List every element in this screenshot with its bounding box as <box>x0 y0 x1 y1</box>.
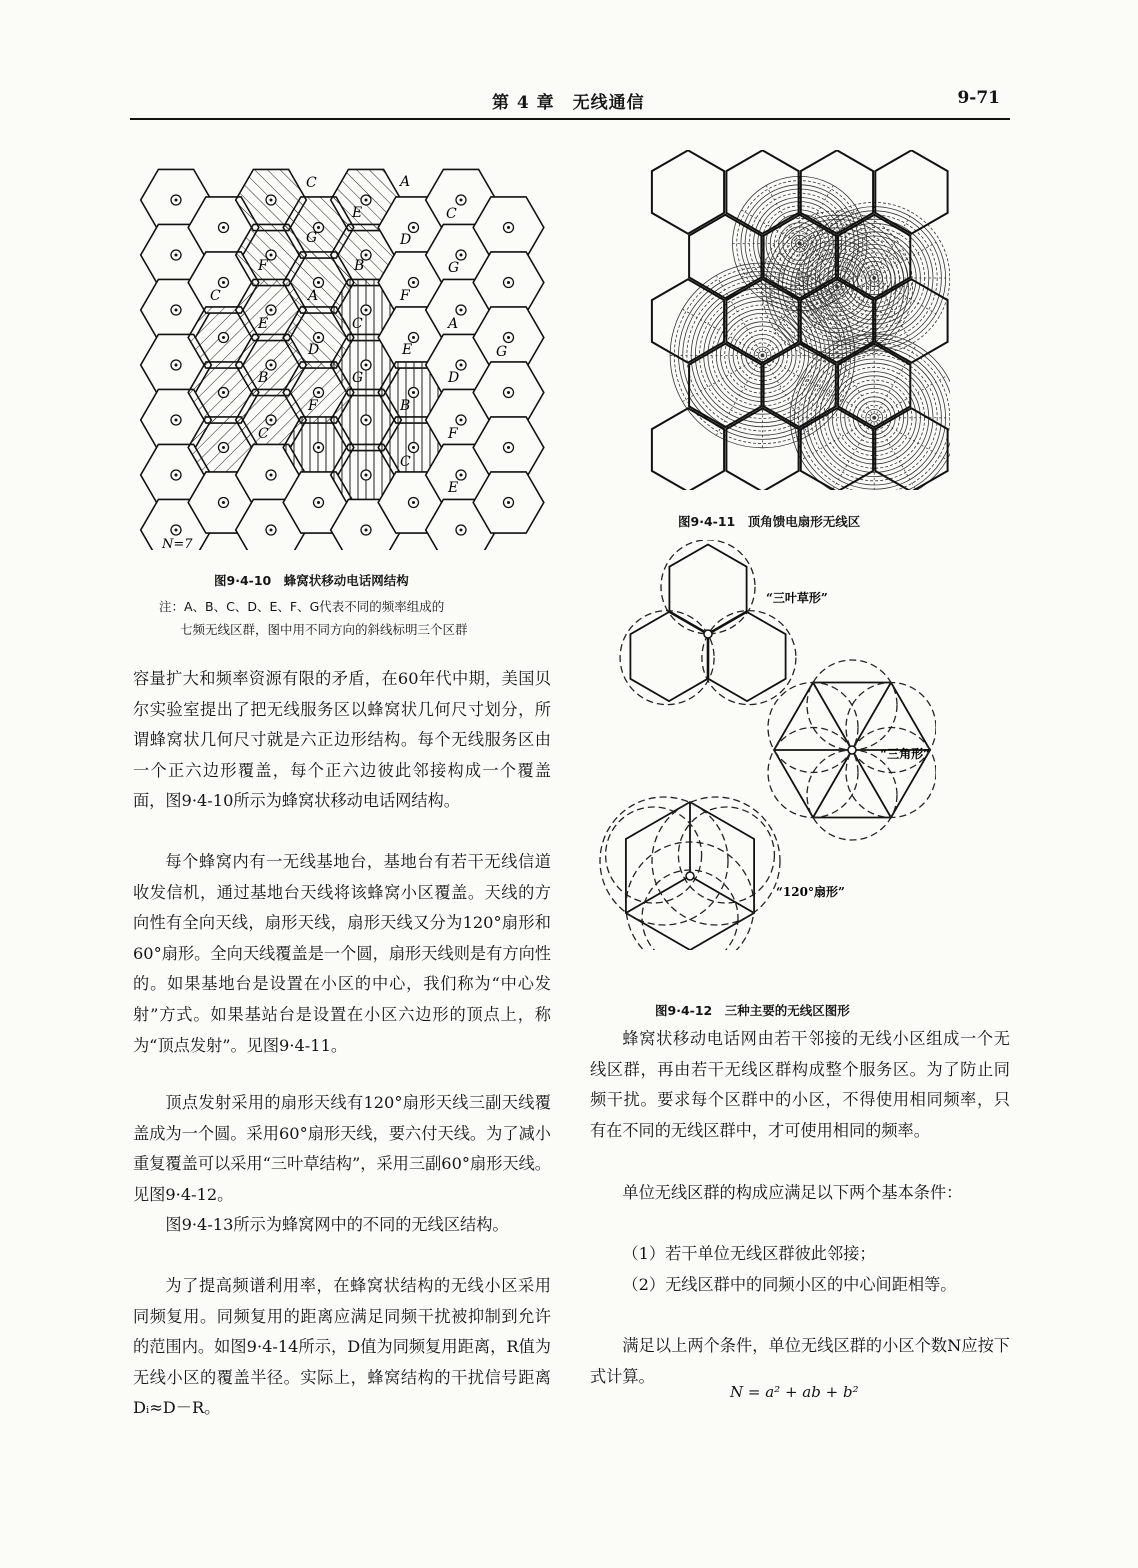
cell-label: G <box>306 230 318 246</box>
coverage-circle <box>661 540 755 634</box>
base-station-dot <box>222 336 225 339</box>
base-station-dot <box>412 281 415 284</box>
base-station-dot <box>317 501 320 504</box>
cell-label: F <box>448 426 458 442</box>
base-station-dot <box>507 391 510 394</box>
left-paragraph-5: 为了提高频谱利用率，在蜂窝状结构的无线小区采用同频复用。同频复用的距离应满足同频干扰被抑制到允许的范围内。如图9·4-14所示，D值为同频复用距离，R值为无线小区的覆盖半径。实际上，蜂窝结构的干扰信号距离Dᵢ≈D－R。 <box>133 1276 551 1418</box>
cell-label: D <box>448 370 460 386</box>
base-station-dot <box>175 529 178 532</box>
base-station-dot <box>460 419 463 422</box>
cell-label: C <box>258 426 269 442</box>
cell-label: E <box>402 342 413 358</box>
figure-9-4-11-caption: 图9·4-11 顶角馈电扇形无线区 <box>678 514 861 529</box>
base-station-dot <box>460 364 463 367</box>
cell-label: B <box>354 258 365 274</box>
base-station-dot <box>270 309 273 312</box>
base-station-dot <box>222 226 225 229</box>
cell-label: F <box>258 258 268 274</box>
base-station-dot <box>222 391 225 394</box>
cell-label: C <box>306 175 317 191</box>
left-paragraph-4: 图9·4-13所示为蜂窝网中的不同的无线区结构。 <box>165 1215 509 1234</box>
left-paragraph-1: 容量扩大和频率资源有限的矛盾，在60年代中期，美国贝尔实验室提出了把无线服务区以蜂窝状几何尺寸划分，所谓蜂窝状几何尺寸就是六正边形结构。每个无线服务区由一个正六边形覆盖，每个正六边彼此邻接构成一个覆盖面，图9·4-10所示为蜂窝状移动电话网结构。 <box>133 669 551 811</box>
cell-label: F <box>400 288 410 304</box>
figure-9-4-10-note-line-2: 七频无线区群，图中用不同方向的斜线标明三个区群 <box>180 622 468 637</box>
formula: N = a² + ab + b² <box>730 1383 859 1401</box>
coverage-circle <box>678 807 774 903</box>
base-station-dot <box>317 336 320 339</box>
sector-ray <box>683 309 763 355</box>
page-number: 9-71 <box>957 88 1000 108</box>
cell-label: D <box>400 232 412 248</box>
sector-120-label: “120°扇形” <box>776 885 845 899</box>
coverage-circle <box>702 611 796 705</box>
base-station-dot <box>365 199 368 202</box>
base-station-dot <box>270 419 273 422</box>
coverage-circle <box>606 807 702 903</box>
cell-label: D <box>308 342 320 358</box>
base-station-dot <box>507 446 510 449</box>
sector-ray <box>874 418 916 490</box>
right-paragraph-1: 蜂窝状移动电话网由若干邻接的无线小区组成一个无线区群，再由若干无线区群构成整个服务区。为了防止同频干扰。要求每个区群中的小区，不得使用相同频率，只有在不同的无线区群中，才可使用相同的频率。 <box>590 1029 1010 1140</box>
sector-120-pattern <box>600 797 780 950</box>
base-station-dot <box>175 199 178 202</box>
coverage-circle <box>642 870 738 950</box>
base-station-dot <box>460 309 463 312</box>
base-station-dot <box>317 391 320 394</box>
sector-ray <box>716 355 762 435</box>
cell-label: C <box>210 288 221 304</box>
base-station-dot <box>460 254 463 257</box>
base-station-dot <box>365 309 368 312</box>
base-station-dot <box>270 254 273 257</box>
cell-label: B <box>400 398 411 414</box>
cell-label: E <box>258 316 269 332</box>
base-station-dot <box>460 529 463 532</box>
coverage-circle <box>620 611 714 705</box>
right-paragraph-3: （1）若干单位无线区群彼此邻接； <box>622 1244 876 1263</box>
cell-label: B <box>258 370 269 386</box>
base-station-dot <box>507 281 510 284</box>
right-paragraph-4: （2）无线区群中的同频小区的中心间距相等。 <box>622 1275 957 1294</box>
base-station-dot <box>460 474 463 477</box>
figure-9-4-12-caption: 图9·4-12 三种主要的无线区图形 <box>655 1003 850 1018</box>
base-station-dot <box>507 501 510 504</box>
hex-cell <box>630 612 707 701</box>
base-station-dot <box>365 419 368 422</box>
base-station-dot <box>222 501 225 504</box>
cell-label: C <box>446 206 457 222</box>
base-station-dot <box>222 446 225 449</box>
cell-label: E <box>448 480 459 496</box>
running-head <box>130 86 1010 120</box>
left-paragraph-3: 顶点发射采用的扇形天线有120°扇形天线三副天线覆盖成为一个圆。采用60°扇形天线，要六付天线。为了减小重复覆盖可以采用“三叶草结构”，采用三副60°扇形天线。见图9·4-12。 <box>133 1093 551 1204</box>
base-station-dot <box>412 501 415 504</box>
base-station-dot <box>270 199 273 202</box>
base-station-dot <box>317 446 320 449</box>
figure-9-4-10-hex-grid <box>130 160 560 550</box>
left-paragraph-2: 每个蜂窝内有一无线基地台，基地台有若干无线信道收发信机，通过基地台天线将该蜂窝小区覆盖。天线的方向性有全向天线，扇形天线，扇形天线又分为120°扇形和60°扇形。全向天线覆盖是一个圆，扇形天线则是有方向性的。如果基地台是设置在小区的中心，我们称为“中心发射”方式。如果基站台是设置在小区六边形的顶点上，称为“顶点发射”。见图9·4-11。 <box>133 852 551 1055</box>
base-station-dot <box>175 419 178 422</box>
n-label: N=7 <box>162 537 193 550</box>
base-station-dot <box>365 364 368 367</box>
base-station-dot <box>412 391 415 394</box>
cell-label: G <box>352 370 364 386</box>
base-station-dot <box>507 336 510 339</box>
base-station-dot <box>412 446 415 449</box>
triangle-label: “三角形” <box>880 747 930 761</box>
hex-cell <box>669 545 746 634</box>
right-paragraph-5: 满足以上两个条件，单位无线区群的小区个数N应按下式计算。 <box>590 1336 1010 1386</box>
figure-9-4-11-vertex-fed-cells <box>640 150 950 490</box>
figure-9-4-10-note-line-1: 注：A、B、C、D、E、F、G代表不同的频率组成的 <box>159 599 445 614</box>
base-station-dot <box>270 474 273 477</box>
cell-label: G <box>448 260 460 276</box>
right-paragraph-2: 单位无线区群的构成应满足以下两个基本条件： <box>622 1183 963 1202</box>
base-station-dot <box>175 254 178 257</box>
chapter-title: 第 4 章 无线通信 <box>492 93 645 113</box>
base-station-dot <box>412 226 415 229</box>
cell-label: E <box>352 205 363 221</box>
base-station-dot <box>507 226 510 229</box>
cell-label: A <box>400 174 411 190</box>
base-station-dot <box>460 199 463 202</box>
base-station-dot <box>317 226 320 229</box>
figure-9-4-12-cell-patterns <box>596 540 936 950</box>
sector-ray <box>762 355 808 435</box>
base-station-dot <box>175 309 178 312</box>
base-station-dot <box>175 474 178 477</box>
hex-cell <box>708 612 785 701</box>
base-station-dot <box>270 364 273 367</box>
base-station-dot <box>270 529 273 532</box>
base-station-dot <box>317 281 320 284</box>
base-station-dot <box>365 254 368 257</box>
cell-label: G <box>496 344 508 360</box>
cell-label: A <box>448 316 459 332</box>
cell-label: F <box>308 398 318 414</box>
base-station-dot <box>412 336 415 339</box>
base-station-dot <box>365 529 368 532</box>
figure-9-4-10-caption: 图9·4-10 蜂窝状移动电话网结构 <box>214 573 409 588</box>
cell-label: C <box>352 316 363 332</box>
base-station-dot <box>365 474 368 477</box>
clover-pattern <box>620 540 796 705</box>
base-station-dot <box>175 364 178 367</box>
cell-label: C <box>400 454 411 470</box>
cell-label: A <box>308 288 319 304</box>
base-station-dot <box>222 281 225 284</box>
clover-label: “三叶草形” <box>766 591 828 605</box>
